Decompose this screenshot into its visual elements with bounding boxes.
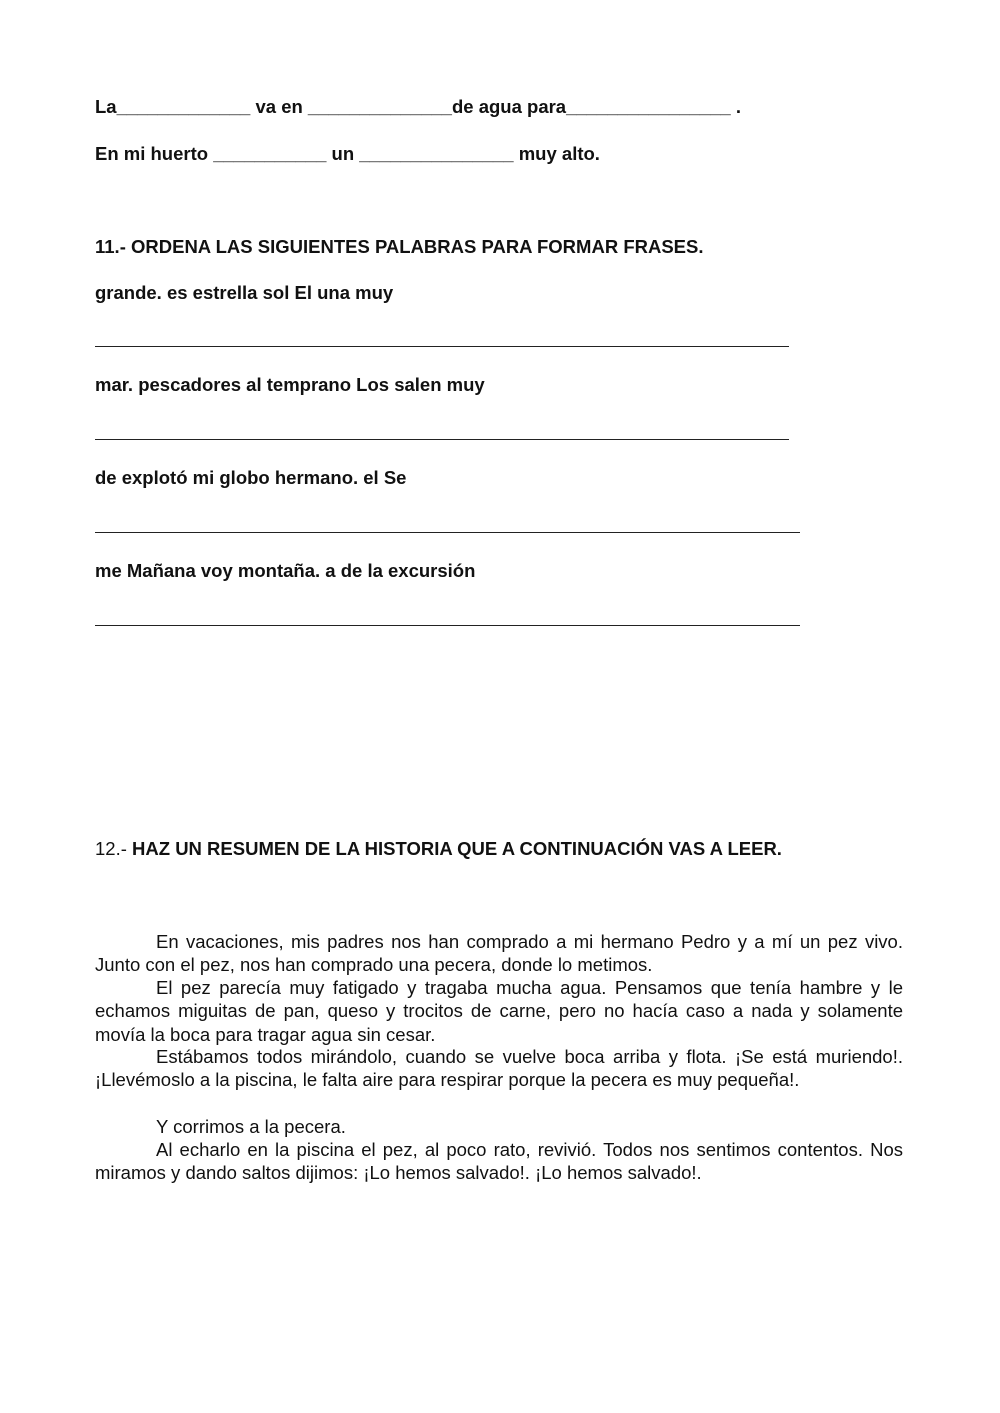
section-12-title: HAZ UN RESUMEN DE LA HISTORIA QUE A CONTINUACIÓN VAS A LEER. — [132, 838, 782, 859]
story-paragraph-3: Estábamos todos mirándolo, cuando se vuelve boca arriba y flota. ¡Se está muriendo!. ¡Llevémoslo a la piscina, le falta aire para respirar porque la pecera es muy pequeña!. — [95, 1046, 903, 1091]
fill-in-sentence-2: En mi huerto ___________ un _______________ muy alto. — [95, 143, 600, 164]
fill-in-sentence-1: La_____________ va en ______________de agua para________________ . — [95, 96, 742, 117]
scrambled-sentence-3: de explotó mi globo hermano. el Se — [95, 467, 407, 488]
story-paragraph-5: Al echarlo en la piscina el pez, al poco rato, revivió. Todos nos sentimos contentos. Nos miramos y dando saltos dijimos: ¡Lo hemos salvado!. ¡Lo hemos salvado!. — [95, 1139, 903, 1184]
answer-line-1 — [95, 346, 789, 347]
scrambled-sentence-2: mar. pescadores al temprano Los salen muy — [95, 374, 485, 395]
section-11-heading: 11.- ORDENA LAS SIGUIENTES PALABRAS PARA FORMAR FRASES. — [95, 236, 704, 257]
answer-line-2 — [95, 439, 789, 440]
section-12-heading — [95, 838, 782, 860]
story-paragraph-2: El pez parecía muy fatigado y tragaba mucha agua. Pensamos que tenía hambre y le echamos miguitas de pan, queso y trocitos de carne, pero no hacía caso a nada y solamente movía la boca para tragar agua sin cesar. — [95, 977, 903, 1045]
story-paragraph-1: En vacaciones, mis padres nos han comprado a mi hermano Pedro y a mí un pez vivo. Junto con el pez, nos han comprado una pecera, donde lo metimos. — [95, 931, 903, 976]
scrambled-sentence-4: me Mañana voy montaña. a de la excursión — [95, 560, 476, 581]
answer-line-3 — [95, 532, 800, 533]
answer-line-4 — [95, 625, 800, 626]
scrambled-sentence-1: grande. es estrella sol El una muy — [95, 282, 394, 303]
section-12-number: 12.- — [95, 838, 133, 859]
story-paragraph-4: Y corrimos a la pecera. — [156, 1116, 346, 1137]
